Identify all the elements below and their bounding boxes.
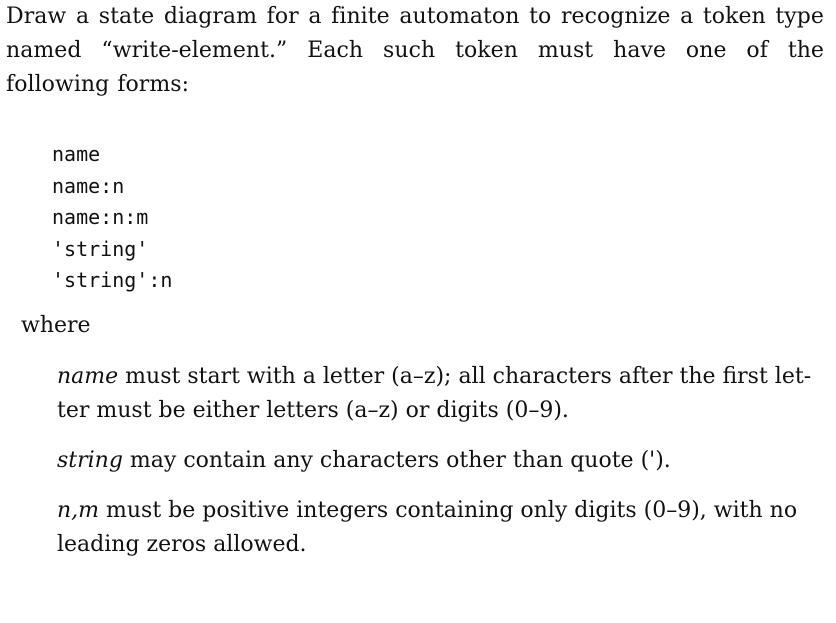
where-label: where [21, 313, 91, 338]
token-form-name-n: name:n [52, 173, 125, 198]
definition-string [57, 444, 827, 478]
definition-name [57, 360, 827, 428]
token-form-string: 'string' [52, 236, 149, 261]
token-form-name-n-m: name:n:m [52, 205, 149, 229]
definition-text: may contain any characters other than quote ('). [122, 448, 671, 473]
definition-term: n,m [57, 498, 100, 523]
token-form-string-n: 'string':n [52, 268, 173, 292]
token-form-name: name [52, 142, 101, 166]
definition-term: string [57, 448, 123, 473]
intro-paragraph: Draw a state diagram for a finite automaton to recognize a token type named “write-element.” Each such token must have one of the following forms: [6, 4, 824, 97]
definition-n-m [57, 494, 827, 562]
definition-text: must start with a letter (a–z); all characters after the first let-ter must be either letters (a–z) or digits (0–9). [57, 364, 812, 423]
token-forms-list [52, 139, 352, 297]
definition-term: name [57, 364, 119, 389]
definition-text: must be positive integers containing only digits (0–9), with no leading zeros allowed. [57, 498, 798, 557]
